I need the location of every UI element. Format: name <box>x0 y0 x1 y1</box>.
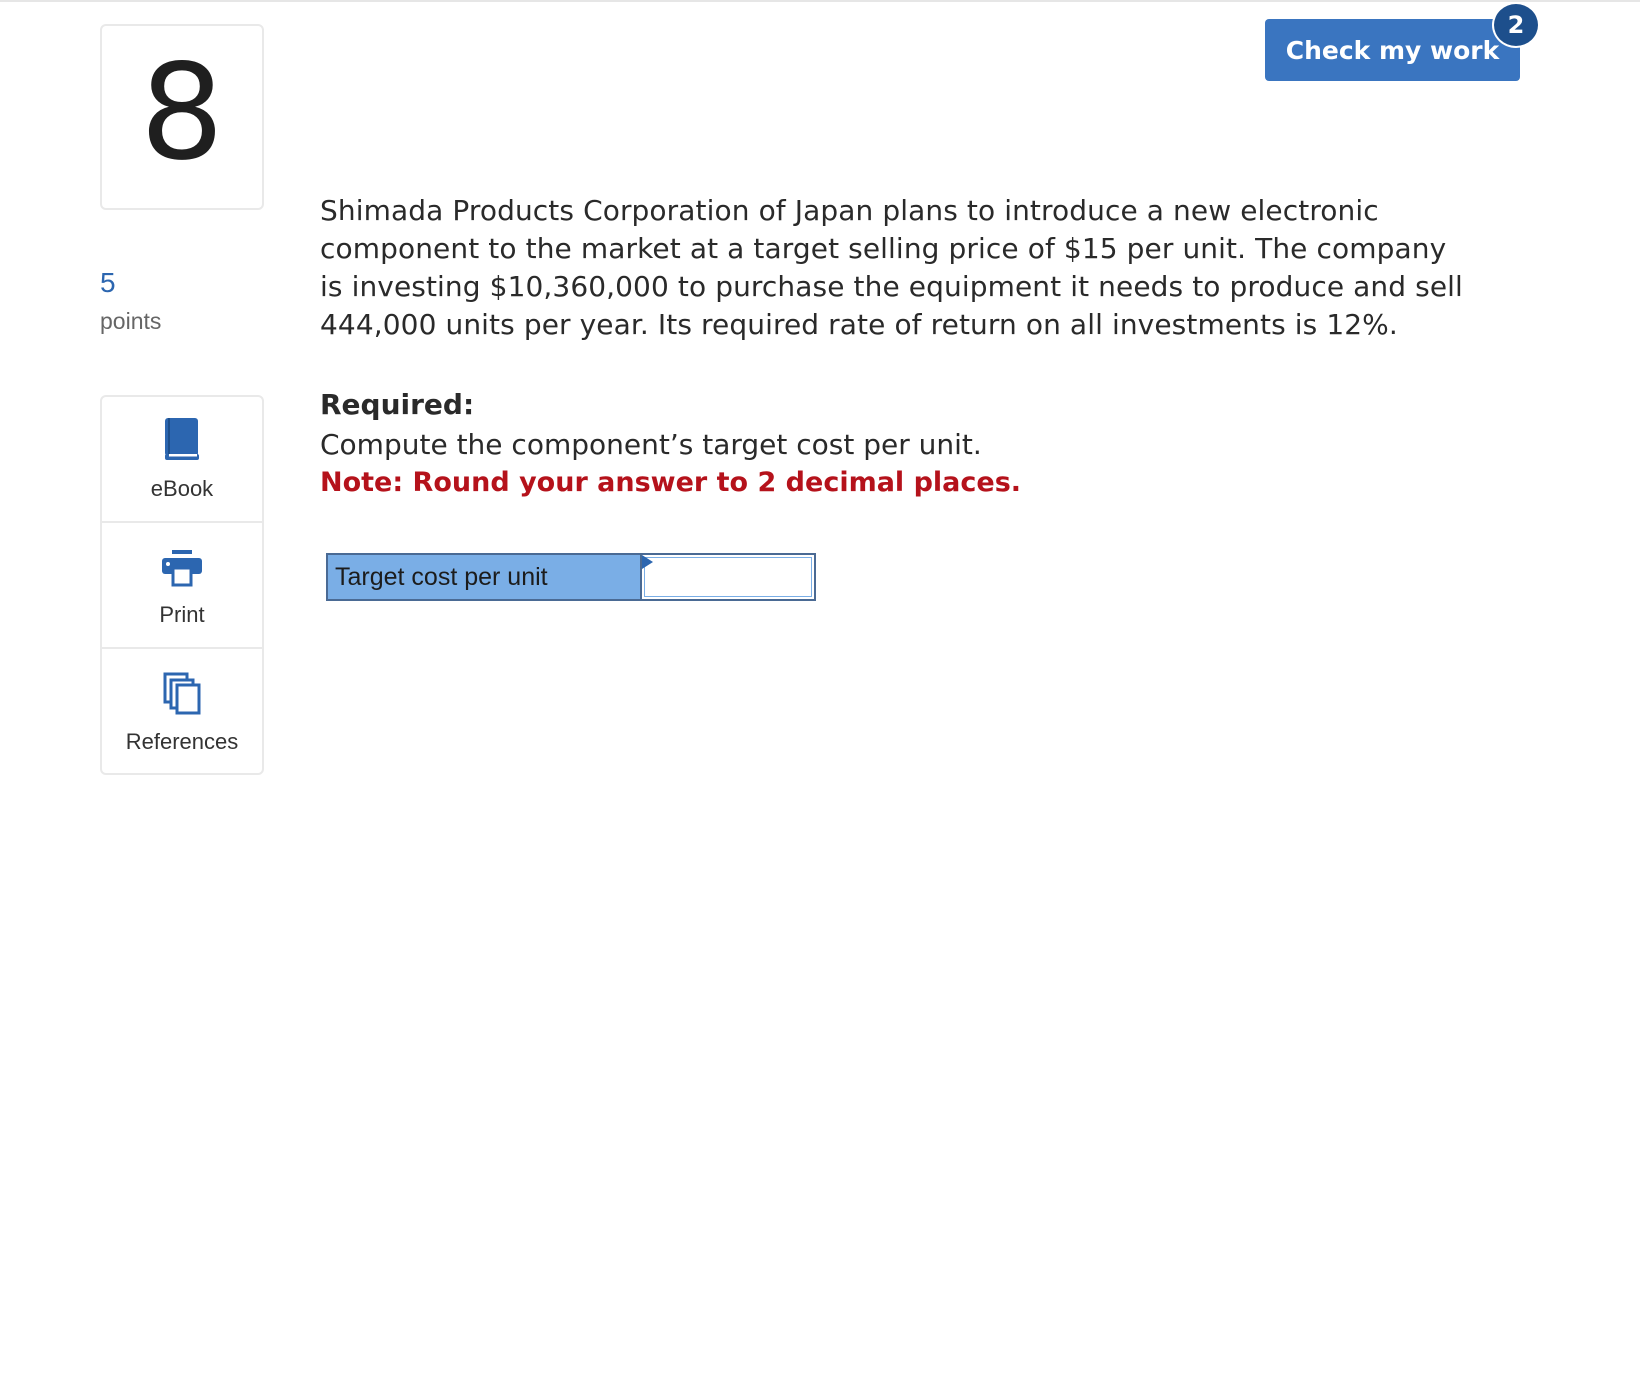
print-button[interactable] <box>102 523 262 649</box>
ebook-label: eBook <box>150 476 214 501</box>
required-heading: Required: <box>320 388 475 421</box>
references-label: References <box>125 729 239 754</box>
question-number-card <box>100 24 264 210</box>
check-my-work-button[interactable]: Check my work <box>1265 19 1520 81</box>
answer-label: Target cost per unit <box>326 553 640 601</box>
target-cost-input[interactable] <box>648 561 808 593</box>
answer-table-row <box>326 553 816 601</box>
ebook-button[interactable] <box>102 397 262 523</box>
points-label: points <box>100 307 162 334</box>
tools-panel <box>100 395 264 775</box>
copy-pages-icon <box>162 669 202 715</box>
points-block <box>100 266 161 335</box>
required-instruction: Compute the component’s target cost per unit. <box>320 428 982 461</box>
answer-cell[interactable] <box>640 553 816 601</box>
problem-statement: Shimada Products Corporation of Japan plans to introduce a new electronic component to the market at a target selling price of $15 per unit. The company is investing $10,360,000 to purchase the equipment it needs to produce and sell 444,000 units per year. Its required rate of return on all investments is 12%. <box>320 194 1463 341</box>
points-value: 5 <box>100 267 116 298</box>
book-icon <box>163 416 201 462</box>
rounding-note: Note: Round your answer to 2 decimal places. <box>320 467 1022 498</box>
references-button[interactable] <box>102 649 262 775</box>
question-content <box>320 192 1470 502</box>
question-number: 8 <box>140 36 224 190</box>
attempts-badge: 2 <box>1492 2 1540 48</box>
printer-icon <box>161 542 203 588</box>
top-divider <box>0 0 1640 2</box>
print-label: Print <box>159 602 205 627</box>
